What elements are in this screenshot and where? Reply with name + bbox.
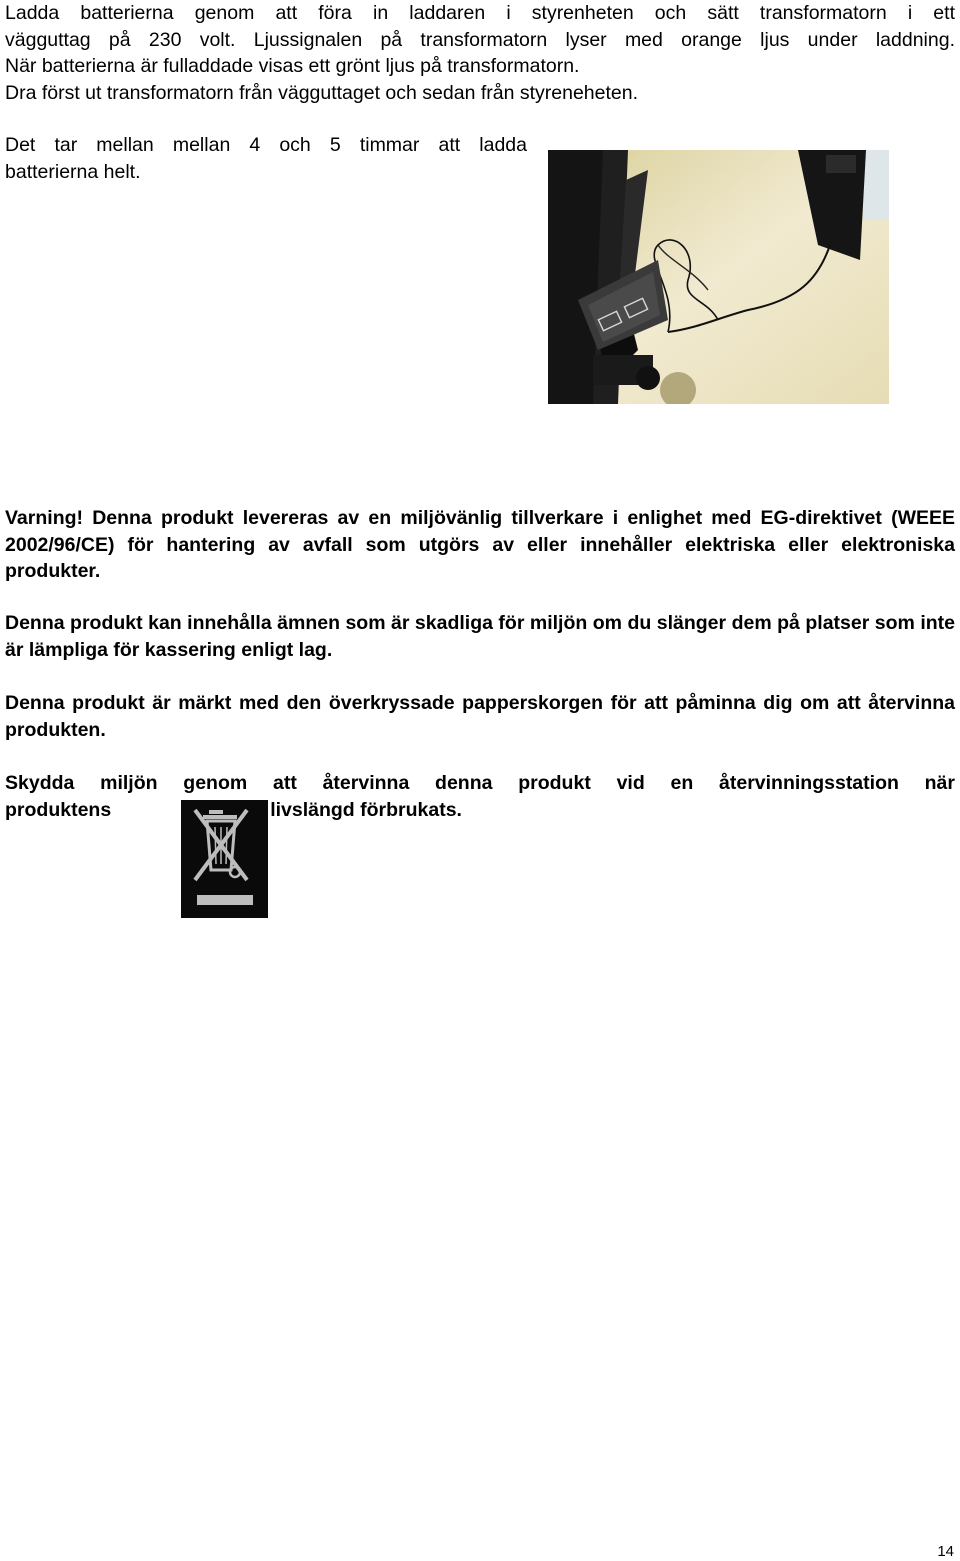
charge-time-line-1: Det tar mellan mellan 4 och 5 timmar att ladda: [5, 134, 527, 156]
harmful-substances-paragraph: Denna produkt kan innehålla ämnen som är skadliga för miljön om du slänger dem på platser som inte är lämpliga för kassering enligt lag.: [5, 612, 955, 661]
warning-paragraph: Varning! Denna produkt levereras av en miljövänlig tillverkare i enlighet med EG-direktivet (WEEE 2002/96/CE) för hantering av avfall som utgörs av eller innehåller elektriska eller elektroniska produkter.: [5, 507, 955, 582]
unplug-instruction: Dra först ut transformatorn från vägguttaget och sedan från styreneheten.: [5, 82, 639, 104]
crossed-bin-icon: [181, 800, 268, 918]
charging-instructions: [5, 0, 955, 80]
protect-line-1: Skydda miljön genom att återvinna denna produkt vid en återvinningsstation när: [5, 772, 955, 794]
charging-line-3: När batterierna är fulladdade visas ett grönt ljus på transformatorn.: [5, 55, 580, 77]
protect-line-2: [5, 797, 955, 824]
charger-photo: [548, 150, 889, 404]
protect-word-before: produktens: [5, 798, 112, 821]
recycle-reminder-paragraph: Denna produkt är märkt med den överkryssade papperskorgen för att påminna dig om att återvinna produkten.: [5, 692, 955, 741]
protect-environment-paragraph: [5, 770, 955, 823]
charging-line-2: vägguttag på 230 volt. Ljussignalen på transformatorn lyser med orange ljus under laddning.: [5, 28, 955, 51]
charge-time-text: [5, 132, 527, 185]
charging-line-1: Ladda batterierna genom att föra in laddaren i styrenheten och sätt transformatorn i ett: [5, 2, 955, 24]
weee-crossed-bin-icon: [181, 800, 268, 918]
page-number: 14: [937, 1543, 954, 1560]
charger-photo-illustration: [548, 150, 889, 404]
protect-word-after: livslängd förbrukats.: [270, 798, 462, 821]
charge-time-line-2: batterierna helt.: [5, 160, 141, 183]
